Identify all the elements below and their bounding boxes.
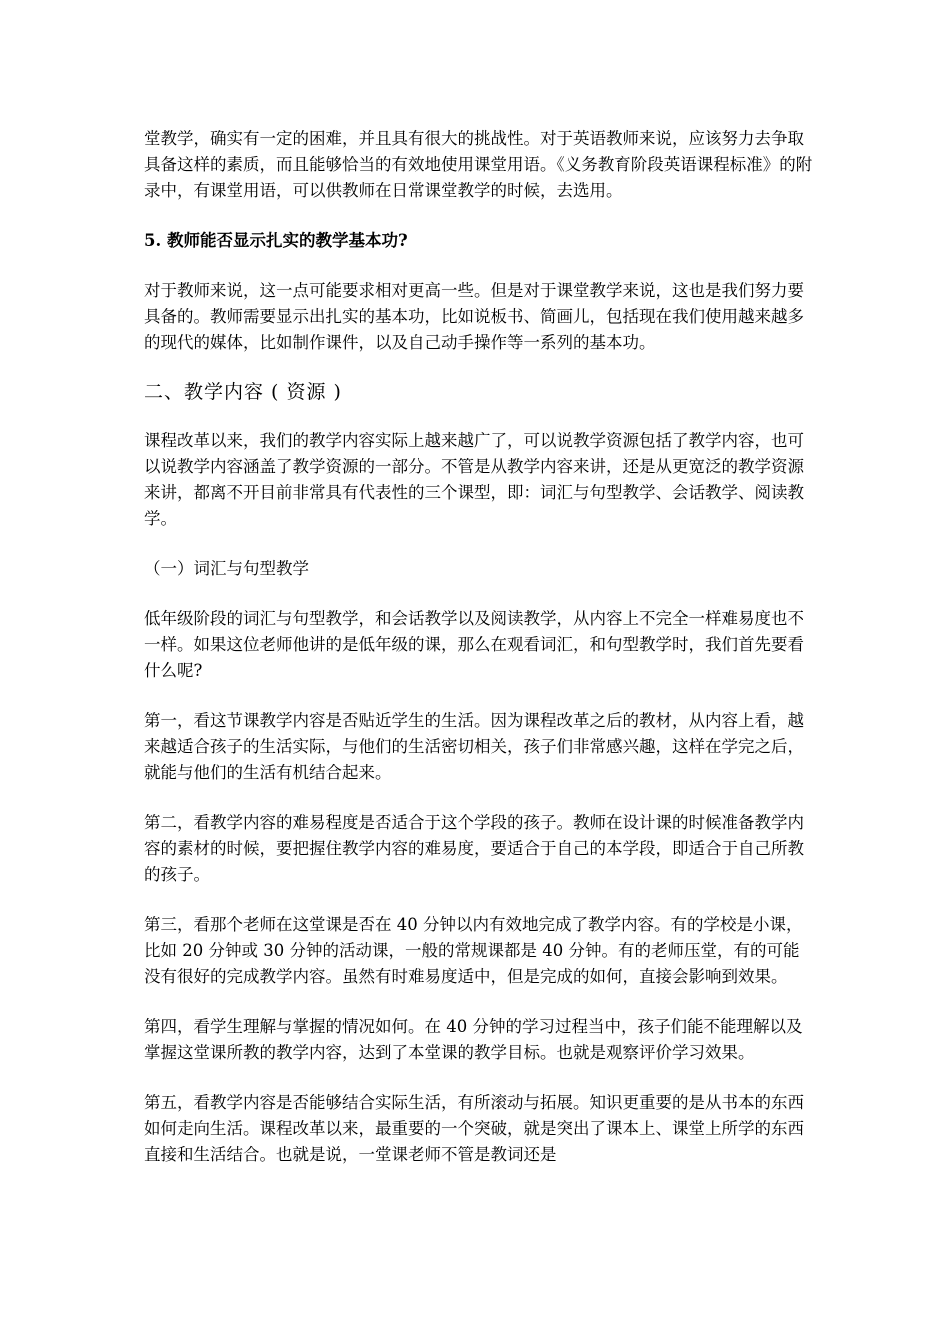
document-page [144, 126, 814, 1168]
paragraph-curriculum-reform: 课程改革以来，我们的教学内容实际上越来越广了，可以说教学资源包括了教学内容，也可以说教学内容涵盖了教学资源的一部分。不管是从教学内容来讲，还是从更宽泛的教学资源来讲，都离不开目前非常具有代表性的三个课型，即：词汇与句型教学、会话教学、阅读教学。 [144, 431, 804, 528]
paragraph-basic-skills: 对于教师来说，这一点可能要求相对更高一些。但是对于课堂教学来说，这也是我们努力要具备的。教师需要显示出扎实的基本功，比如说板书、简画儿，包括现在我们使用越来越多的现代的媒体，比如制作课件，以及自己动手操作等一系列的基本功。 [144, 281, 804, 352]
heading-item-5: 5. 教师能否显示扎实的教学基本功? [144, 231, 408, 250]
paragraph-third-point: 第三，看那个老师在这堂课是否在 40 分钟以内有效地完成了教学内容。有的学校是小课，比如 20 分钟或 30 分钟的活动课，一般的常规课都是 40 分钟。有的老师压堂，有的可能没有很好的完成教学内容。虽然有时难易度适中，但是完成的如何，直接会影响到效果。 [144, 915, 803, 986]
paragraph-fourth-point: 第四，看学生理解与掌握的情况如何。在 40 分钟的学习过程当中，孩子们能不能理解以及掌握这堂课所教的教学内容，达到了本堂课的教学目标。也就是观察评价学习效果。 [144, 1017, 803, 1062]
paragraph-fifth-point: 第五，看教学内容是否能够结合实际生活，有所滚动与拓展。知识更重要的是从书本的东西如何走向生活。课程改革以来，最重要的一个突破，就是突出了课本上、课堂上所学的东西直接和生活结合。也就是说，一堂课老师不管是教词还是 [144, 1093, 804, 1164]
paragraph-low-grade: 低年级阶段的词汇与句型教学，和会话教学以及阅读教学，从内容上不完全一样难易度也不一样。如果这位老师他讲的是低年级的课，那么在观看词汇，和句型教学时，我们首先要看什么呢? [144, 609, 804, 680]
section-heading-teaching-content: 二、教学内容 ( 资源 ) [144, 381, 342, 403]
paragraph-second-point: 第二，看教学内容的难易程度是否适合于这个学段的孩子。教师在设计课的时候准备教学内容的素材的时候，要把握住教学内容的难易度，要适合于自己的本学段，即适合于自己所教的孩子。 [144, 813, 804, 884]
paragraph-first-point: 第一，看这节课教学内容是否贴近学生的生活。因为课程改革之后的教材，从内容上看，越来越适合孩子的生活实际，与他们的生活密切相关，孩子们非常感兴趣，这样在学完之后，就能与他们的生活有机结合起来。 [144, 711, 804, 782]
paragraph-classroom-language: 堂教学，确实有一定的困难，并且具有很大的挑战性。对于英语教师来说，应该努力去争取具备这样的素质，而且能够恰当的有效地使用课堂用语。《义务教育阶段英语课程标准》的附录中，有课堂用语，可以供教师在日常课堂教学的时候，去选用。 [144, 129, 813, 200]
subheading-vocabulary: （一）词汇与句型教学 [144, 559, 309, 578]
